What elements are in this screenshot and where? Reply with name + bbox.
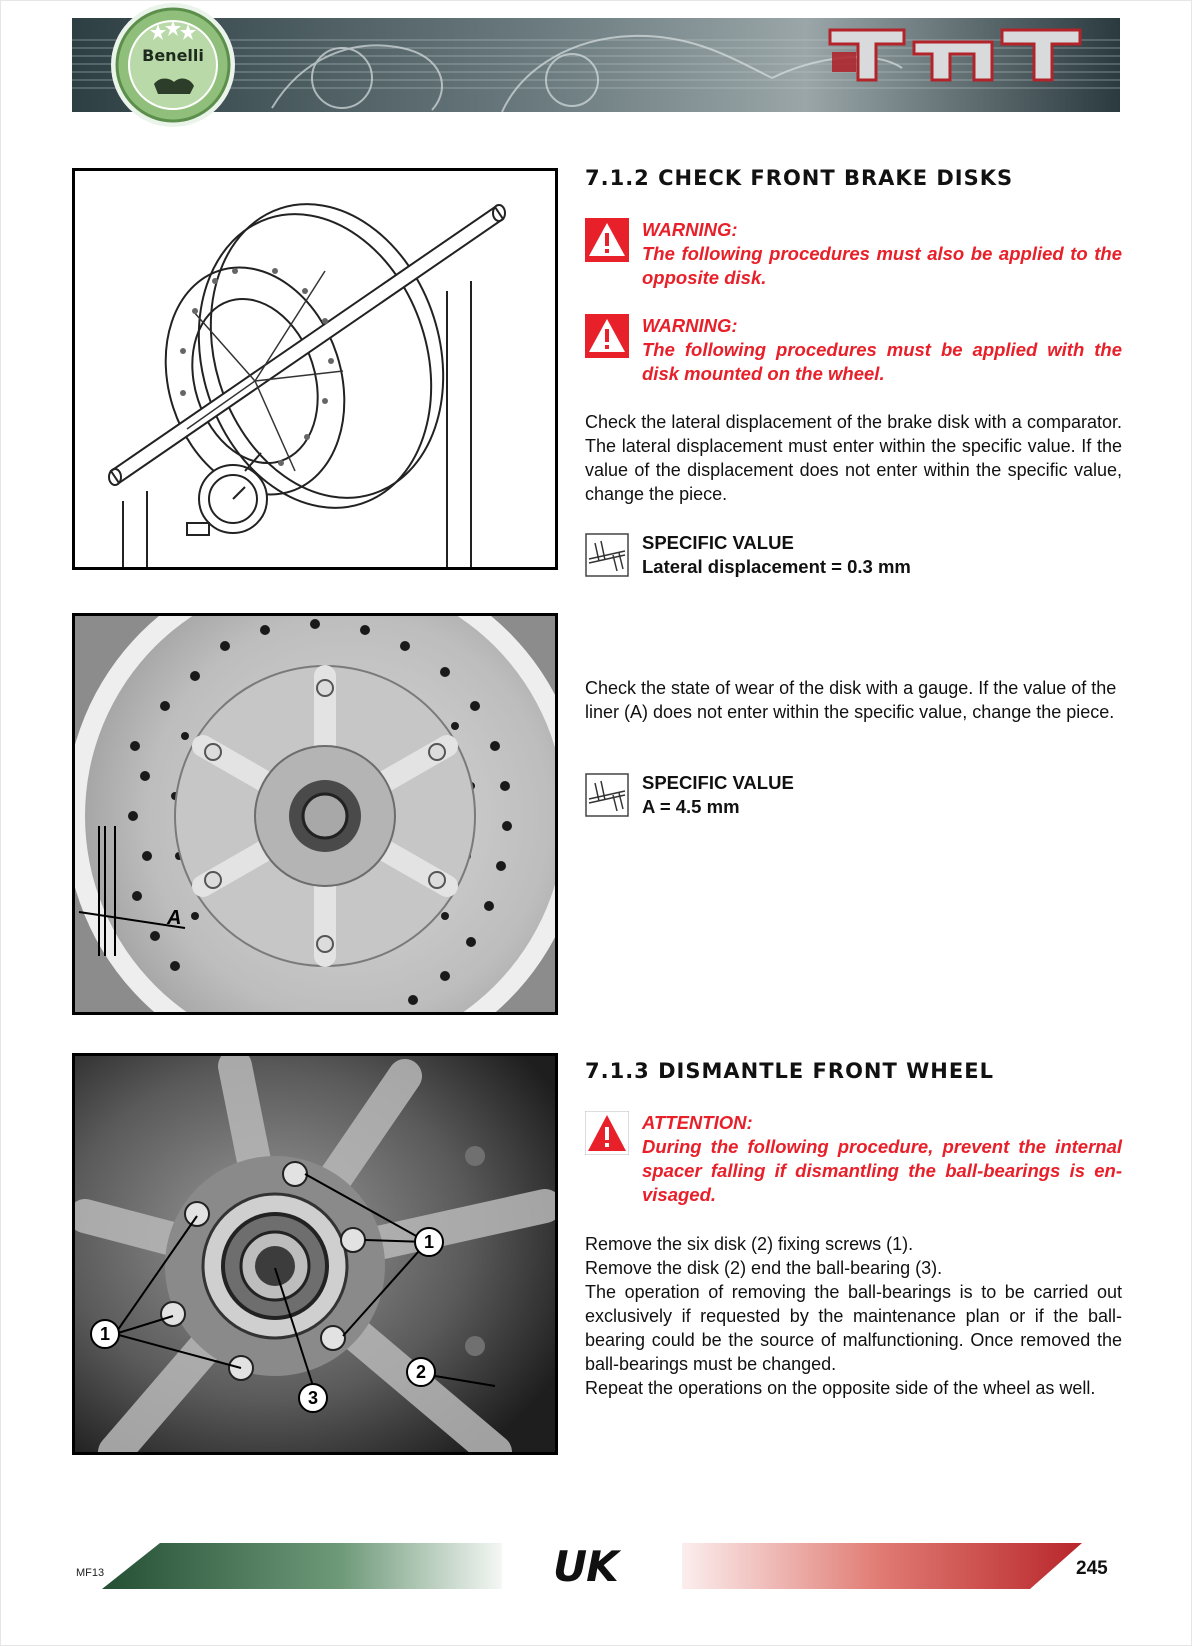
wheel-comparator-drawing — [75, 171, 555, 567]
attention-title: ATTENTION: — [642, 1112, 753, 1133]
instruction-line: The operation of removing the ball-bearings is to be carried out exclusively if requested by the maintenance plan or if the ball-bearing could be the source of malfunctioning. Once removed the ball-bearings must be changed. — [585, 1282, 1122, 1374]
section-712-title: 7.1.2 CHECK FRONT BRAKE DISKS — [585, 166, 1014, 190]
callout-1-left: 1 — [99, 1324, 111, 1344]
attention-body: During the following procedure, prevent the internal spacer falling if dismantling the ball-bearings is en-visaged. — [642, 1136, 1122, 1205]
caliper-icon — [585, 533, 629, 577]
warning-2-body: The following procedures must be applied with the disk mounted on the wheel. — [642, 339, 1122, 384]
attention-icon — [585, 1111, 629, 1155]
spec-2-label: SPECIFIC VALUE — [642, 772, 794, 793]
warning-1-body: The following procedures must also be applied to the opposite disk. — [642, 243, 1122, 288]
dismantle-instructions — [585, 1232, 1122, 1400]
document-code: MF13 — [76, 1567, 105, 1579]
spec-2-value: A = 4.5 mm — [642, 796, 740, 817]
spec-block-2 — [585, 771, 1122, 819]
warning-icon — [585, 314, 629, 358]
spec-1-label: SPECIFIC VALUE — [642, 532, 794, 553]
callout-2: 2 — [415, 1362, 427, 1382]
tnt-brand-mark — [826, 24, 1084, 84]
warning-icon — [585, 218, 629, 262]
disk-wear-paragraph: Check the state of wear of the disk with a gauge. If the value of the liner (A) does not enter within the specific value, change the piece. — [585, 678, 1117, 722]
language-label: UK — [553, 1542, 618, 1591]
section-713-title: 7.1.3 DISMANTLE FRONT WHEEL — [585, 1059, 994, 1083]
figure-disk-wear — [72, 613, 558, 1015]
warning-2-title: WARNING: — [642, 315, 738, 336]
figure-wheel-comparator — [72, 168, 558, 570]
caliper-icon — [585, 773, 629, 817]
warning-block-1 — [585, 218, 1122, 290]
callout-1-right: 1 — [423, 1232, 435, 1252]
figure-disk-screws — [72, 1053, 558, 1455]
wear-label-a: A — [167, 907, 182, 929]
hub-screws-photo — [75, 1056, 555, 1452]
instruction-line: Repeat the operations on the opposite side of the wheel as well. — [585, 1378, 1096, 1398]
benelli-logo — [110, 2, 236, 128]
instruction-line: Remove the six disk (2) fixing screws (1). — [585, 1234, 914, 1254]
callout-3: 3 — [307, 1388, 319, 1408]
warning-1-title: WARNING: — [642, 219, 738, 240]
page-number: 245 — [1076, 1558, 1108, 1579]
attention-block — [585, 1111, 1122, 1207]
spec-block-1 — [585, 531, 1122, 579]
spec-1-value: Lateral displacement = 0.3 mm — [642, 556, 911, 577]
logo-text: Benelli — [142, 46, 204, 65]
instruction-line: Remove the disk (2) end the ball-bearing (3). — [585, 1258, 943, 1278]
lateral-displacement-paragraph: Check the lateral displacement of the brake disk with a comparator. The lateral displacement must enter within the specific value. If the value of the displacement does not enter within the specific value, change the piece. — [585, 412, 1122, 504]
warning-block-2 — [585, 314, 1122, 386]
brake-disk-photo — [75, 616, 555, 1012]
